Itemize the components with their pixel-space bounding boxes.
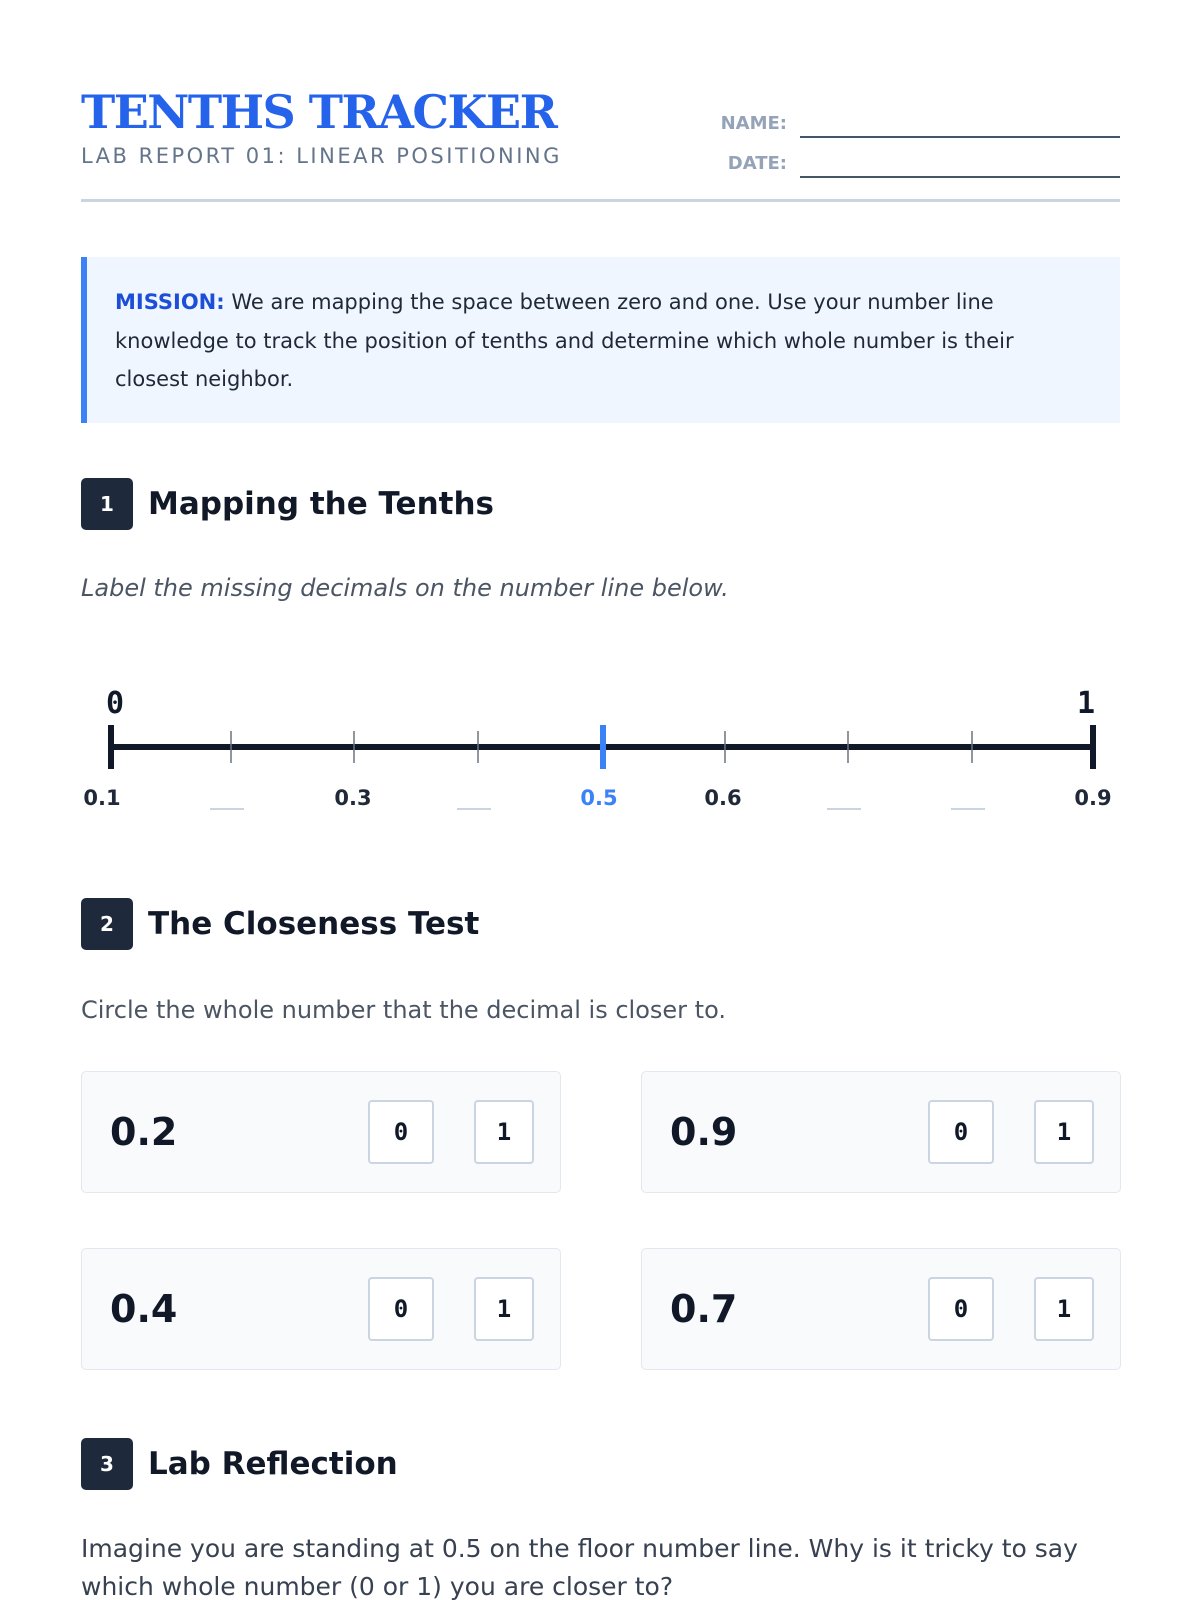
number-line — [81, 670, 1120, 840]
closeness-card — [641, 1248, 1121, 1370]
reflection-prompt: Imagine you are standing at 0.5 on the floor number line. Why is it tricky to say which whole number (0 or 1) you are closer to? — [81, 1534, 1078, 1600]
mission-label: MISSION: — [115, 290, 225, 314]
section-1-number-badge: 1 — [81, 478, 133, 530]
tick-label: 0.9 — [1074, 786, 1112, 810]
option-one-box[interactable]: 1 — [474, 1277, 534, 1341]
section-2-number-badge: 2 — [81, 898, 133, 950]
section-2-title: The Closeness Test — [148, 906, 480, 942]
worksheet-title: TENTHS TRACKER — [81, 85, 557, 139]
tick-label: 0.3 — [334, 786, 372, 810]
closeness-card — [81, 1248, 561, 1370]
date-label: DATE: — [727, 153, 787, 174]
number-line-end-label: 1 — [1077, 686, 1096, 721]
tick-label: 0.1 — [83, 786, 121, 810]
closeness-decimal: 0.4 — [110, 1287, 178, 1331]
section-2-instruction: Circle the whole number that the decimal is closer to. — [81, 996, 726, 1024]
number-line-graphic — [81, 670, 1120, 840]
option-one-box[interactable]: 1 — [1034, 1100, 1094, 1164]
tick-label-blank[interactable] — [210, 808, 244, 810]
worksheet-subtitle: LAB REPORT 01: LINEAR POSITIONING — [81, 144, 562, 168]
option-one-box[interactable]: 1 — [1034, 1277, 1094, 1341]
option-zero-box[interactable]: 0 — [928, 1100, 994, 1164]
section-1-instruction: Label the missing decimals on the number line below. — [81, 574, 729, 602]
closeness-card — [81, 1071, 561, 1193]
tick-label-blank[interactable] — [827, 808, 861, 810]
date-line[interactable] — [800, 176, 1120, 178]
tick-label-midpoint: 0.5 — [580, 786, 618, 810]
closeness-decimal: 0.9 — [670, 1110, 738, 1154]
section-3-title: Lab Reflection — [148, 1446, 398, 1482]
option-zero-box[interactable]: 0 — [928, 1277, 994, 1341]
tick-label-blank[interactable] — [951, 808, 985, 810]
number-line-start-label: 0 — [106, 686, 125, 721]
option-zero-box[interactable]: 0 — [368, 1277, 434, 1341]
closeness-decimal: 0.7 — [670, 1287, 738, 1331]
section-3-number-badge: 3 — [81, 1438, 133, 1490]
name-label: NAME: — [720, 113, 787, 134]
option-one-box[interactable]: 1 — [474, 1100, 534, 1164]
tick-label: 0.6 — [704, 786, 742, 810]
closeness-decimal: 0.2 — [110, 1110, 178, 1154]
worksheet-header — [81, 84, 1120, 202]
name-line[interactable] — [800, 136, 1120, 138]
date-field[interactable] — [720, 144, 1120, 174]
section-1-title: Mapping the Tenths — [148, 486, 494, 522]
mission-text: We are mapping the space between zero and one. Use your number line knowledge to track the position of tenths and determine which whole number is their closest neighbor. — [115, 290, 1014, 391]
name-field[interactable] — [720, 104, 1120, 134]
worksheet-page — [81, 0, 1120, 1600]
closeness-card — [641, 1071, 1121, 1193]
tick-label-blank[interactable] — [457, 808, 491, 810]
option-zero-box[interactable]: 0 — [368, 1100, 434, 1164]
mission-callout — [81, 257, 1120, 423]
